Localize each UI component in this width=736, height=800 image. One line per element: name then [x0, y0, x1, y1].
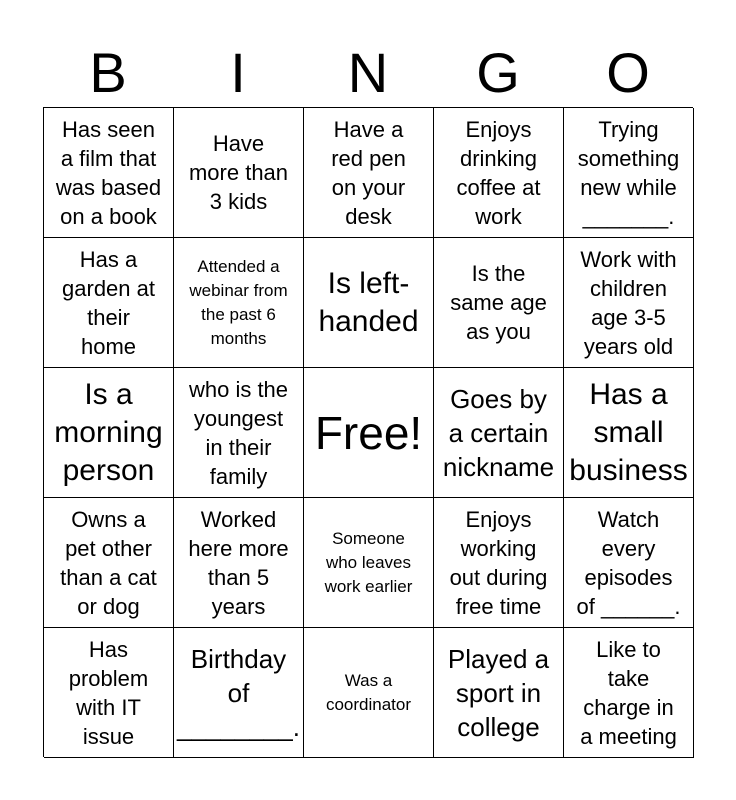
cell-text: Birthday of ________.: [177, 643, 300, 742]
cell-text: Has seen a film that was based on a book: [55, 116, 162, 229]
cell-text: Has a garden at their home: [62, 246, 155, 359]
bingo-cell-r1c4[interactable]: [434, 108, 564, 238]
bingo-cell-r3c1[interactable]: [44, 368, 174, 498]
bingo-cell-r3c4[interactable]: [434, 368, 564, 498]
header-letter-g: G: [476, 41, 520, 104]
cell-text: Has a small business: [569, 377, 688, 487]
free-space-text: Free!: [314, 406, 423, 459]
bingo-cell-r2c5[interactable]: [564, 238, 694, 368]
bingo-cell-r4c4[interactable]: [434, 498, 564, 628]
bingo-cell-r1c2[interactable]: [174, 108, 304, 238]
cell-text: Work with children age 3-5 years old: [580, 246, 677, 359]
bingo-free-space[interactable]: [304, 368, 434, 498]
bingo-cell-r4c5[interactable]: [564, 498, 694, 628]
header-letter-i: I: [230, 41, 246, 104]
bingo-cell-r2c2[interactable]: [174, 238, 304, 368]
bingo-cell-r1c5[interactable]: [564, 108, 694, 238]
bingo-cell-r5c1[interactable]: [44, 628, 174, 758]
bingo-cell-r2c1[interactable]: [44, 238, 174, 368]
cell-text: Have more than 3 kids: [188, 131, 289, 214]
bingo-cell-r4c1[interactable]: [44, 498, 174, 628]
bingo-cell-r3c5[interactable]: [564, 368, 694, 498]
cell-text: Owns a pet other than a cat or dog: [60, 506, 157, 619]
cell-text: Has problem with IT issue: [68, 636, 149, 749]
cell-text: who is the youngest in their family: [188, 376, 289, 489]
bingo-cell-r5c5[interactable]: [564, 628, 694, 758]
cell-text: Enjoys drinking coffee at work: [456, 116, 541, 229]
cell-text: Is the same age as you: [450, 261, 547, 344]
cell-text: Someone who leaves work earlier: [324, 528, 413, 596]
bingo-cell-r5c4[interactable]: [434, 628, 564, 758]
cell-text: Goes by a certain nickname: [442, 383, 555, 482]
bingo-cell-r5c2[interactable]: [174, 628, 304, 758]
bingo-cell-r5c3[interactable]: [304, 628, 434, 758]
bingo-cell-r4c3[interactable]: [304, 498, 434, 628]
bingo-board: [43, 107, 693, 757]
bingo-cell-r4c2[interactable]: [174, 498, 304, 628]
cell-text: Worked here more than 5 years: [188, 506, 289, 619]
bingo-cell-r3c2[interactable]: [174, 368, 304, 498]
cell-text: Attended a webinar from the past 6 months: [189, 256, 288, 348]
cell-text: Like to take charge in a meeting: [580, 636, 677, 749]
cell-text: Is left- handed: [318, 266, 419, 338]
cell-text: Was a coordinator: [325, 670, 412, 714]
bingo-cell-r2c3[interactable]: [304, 238, 434, 368]
header-letter-b: B: [89, 41, 127, 104]
bingo-cell-r1c3[interactable]: [304, 108, 434, 238]
cell-text: Played a sport in college: [447, 643, 550, 742]
bingo-cell-r2c4[interactable]: [434, 238, 564, 368]
cell-text: Watch every episodes of ______.: [576, 506, 681, 619]
cell-text: Enjoys working out during free time: [449, 506, 548, 619]
header-letter-o: O: [606, 41, 650, 104]
cell-text: Trying something new while _______.: [577, 116, 680, 229]
header-letter-n: N: [347, 41, 389, 104]
bingo-cell-r1c1[interactable]: [44, 108, 174, 238]
cell-text: Is a morning person: [54, 377, 163, 487]
bingo-header: [43, 38, 693, 108]
cell-text: Have a red pen on your desk: [331, 116, 406, 229]
